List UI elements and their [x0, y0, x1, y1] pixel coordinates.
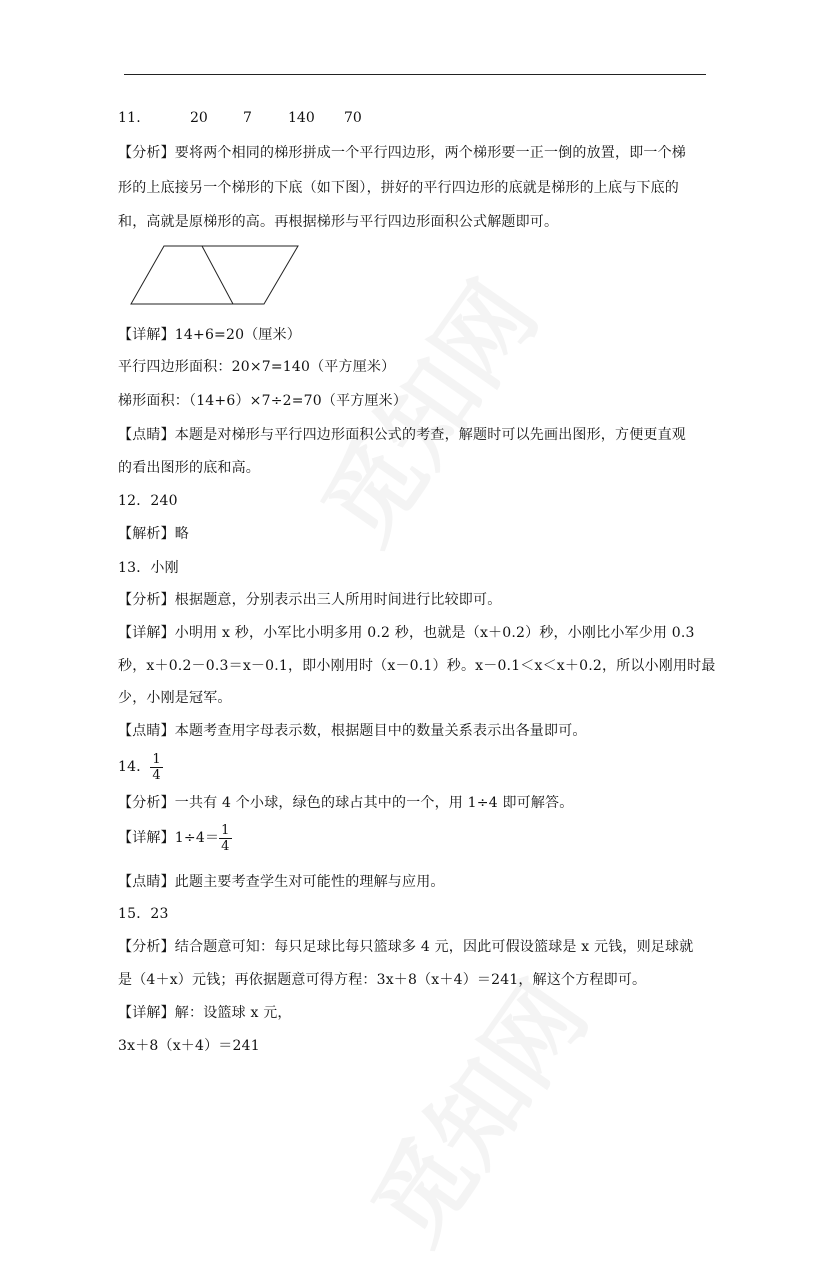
q14-answer [118, 750, 163, 784]
q14-detail [118, 821, 232, 855]
q13-comment: 【点睛】本题考查用字母表示数，根据题目中的数量关系表示出各量即可。 [118, 723, 587, 739]
q13-analysis: 【分析】根据题意，分别表示出三人所用时间进行比较即可。 [118, 592, 502, 608]
q15-answer: 15．23 [118, 906, 169, 922]
q11-analysis: 【分析】要将两个相同的梯形拼成一个平行四边形，两个梯形要一正一倒的放置，即一个梯 [118, 145, 686, 161]
q15-detail: 【详解】解：设篮球 x 元， [118, 1005, 292, 1021]
q14-comment: 【点睛】此题主要考查学生对可能性的理解与应用。 [118, 874, 445, 890]
q13-detail: 【详解】小明用 x 秒，小军比小明多用 0.2 秒，也就是（x＋0.2）秒，小刚比小军少用 0.3 [118, 625, 695, 641]
q11-comment: 【点睛】本题是对梯形与平行四边形面积公式的考查，解题时可以先画出图形，方便更直观 [118, 427, 686, 443]
parallelogram-outline [131, 246, 298, 304]
fraction-denominator: 4 [221, 838, 230, 854]
q14-detail-fraction [219, 823, 231, 854]
watermark [335, 951, 612, 1265]
q11-analysis: 和，高就是原梯形的高。再根据梯形与平行四边形面积公式解题即可。 [118, 214, 559, 230]
q13-detail: 少，小刚是冠军。 [118, 690, 232, 706]
q11-answer-3: 140 [288, 110, 315, 126]
q14-number: 14． [118, 759, 151, 775]
header-rule [124, 74, 706, 75]
q14-fraction [150, 752, 162, 783]
q11-comment: 的看出图形的底和高。 [118, 460, 260, 476]
q11-answer-1: 20 [190, 110, 208, 126]
q15-analysis: 是（4＋x）元钱；再依据题意可得方程：3x＋8（x＋4）＝241，解这个方程即可。 [118, 972, 647, 988]
q11-answer-2: 7 [243, 110, 252, 126]
q11-detail: 【详解】14+6=20（厘米） [118, 327, 301, 343]
q13-detail: 秒，x＋0.2－0.3＝x－0.1，即小刚用时（x－0.1）秒。x－0.1＜x＜x＋0.2，所以小刚用时最 [118, 658, 716, 674]
q12-analysis: 【解析】略 [118, 526, 189, 542]
q11-number: 11. [118, 110, 141, 126]
q13-answer: 13．小刚 [118, 560, 179, 576]
fraction-numerator: 1 [221, 822, 230, 838]
fraction-denominator: 4 [152, 767, 161, 783]
q11-answer-4: 70 [344, 110, 362, 126]
q15-detail: 3x＋8（x＋4）＝241 [118, 1038, 260, 1054]
q11-detail: 梯形面积：（14+6）×7÷2=70（平方厘米） [118, 393, 408, 409]
q11-analysis: 形的上底接另一个梯形的下底（如下图），拼好的平行四边形的底就是梯形的上底与下底的 [118, 180, 679, 196]
q11-detail: 平行四边形面积：20×7=140（平方厘米） [118, 359, 396, 375]
q14-detail-text: 【详解】1÷4＝ [118, 830, 220, 846]
q14-analysis: 【分析】一共有 4 个小球，绿色的球占其中的一个，用 1÷4 即可解答。 [118, 795, 574, 811]
q12-answer: 12．240 [118, 493, 178, 509]
q15-analysis: 【分析】结合题意可知：每只足球比每只篮球多 4 元，因此可假设篮球是 x 元钱，则足球就 [118, 939, 694, 955]
trapezoid-divider [202, 246, 233, 304]
parallelogram-diagram [128, 242, 303, 308]
fraction-numerator: 1 [152, 751, 161, 767]
